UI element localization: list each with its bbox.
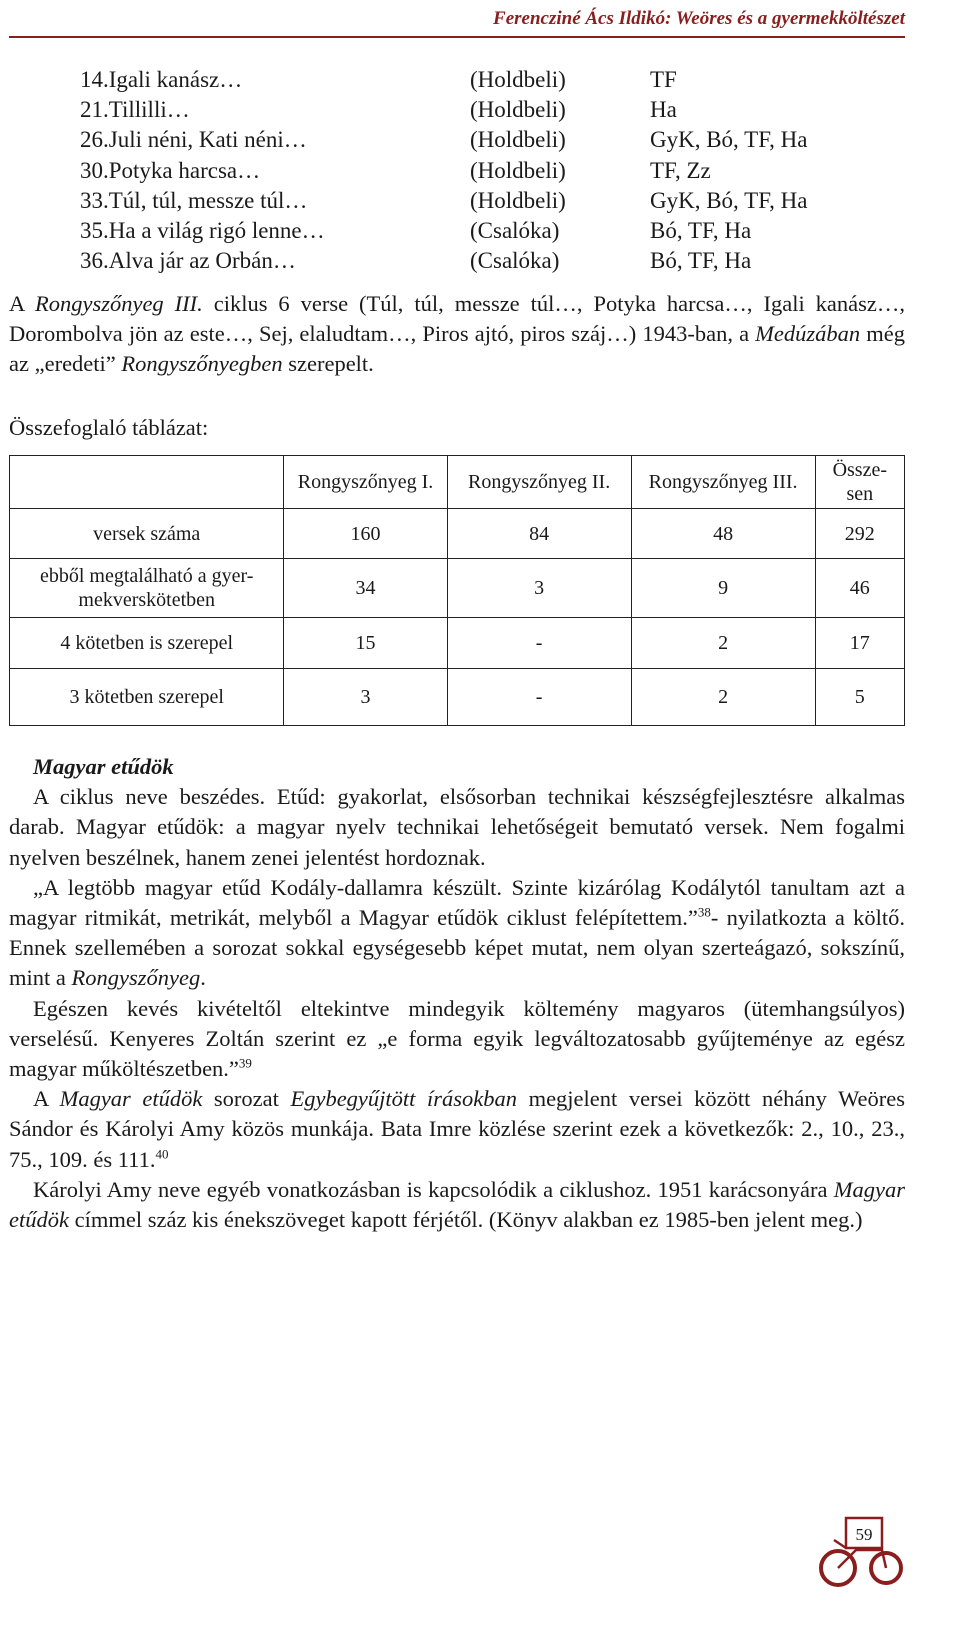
quote-text: „A legtöbb magyar etűd Kodály-dallamra készült. Szinte kizárólag Kodálytól tanultam azt a magyar ritmikát, metrikát, melyből a Magyar etűdök ciklust felépítettem.” xyxy=(9,874,905,931)
table-row xyxy=(10,559,905,618)
intro-paragraph xyxy=(9,289,905,379)
poem-source: (Holdbeli) xyxy=(470,187,566,213)
poem-title: 36.Alva jár az Orbán… xyxy=(80,248,296,274)
poem-source: (Holdbeli) xyxy=(470,157,566,183)
text-run: még az „eredeti” xyxy=(9,321,905,376)
table-cell: 17 xyxy=(815,618,904,669)
table-cell: 15 xyxy=(284,618,447,669)
table-header-cell: Rongyszőnyeg II. xyxy=(447,456,631,509)
summary-table xyxy=(9,455,905,726)
table-cell: versek száma xyxy=(10,509,284,559)
poem-title: 35.Ha a világ rigó lenne… xyxy=(80,217,325,243)
page-number: 59 xyxy=(855,1525,873,1544)
volume-title: Medúzában xyxy=(755,321,861,346)
cycle-title: Magyar etűdök xyxy=(9,1176,905,1233)
table-cell: ebből megtalálható a gyer-mekverskötetben xyxy=(10,559,284,618)
volume-title: Rongyszőnyegben xyxy=(121,351,283,376)
table-header-cell: Rongyszőnyeg I. xyxy=(284,456,447,509)
table-cell: - xyxy=(447,669,631,726)
table-header-row xyxy=(10,456,905,509)
poem-row xyxy=(80,125,900,155)
table-cell: 4 kötetben is szerepel xyxy=(10,618,284,669)
poem-title: 14.Igali kanász… xyxy=(80,67,243,92)
poem-source: (Holdbeli) xyxy=(470,67,566,92)
table-cell: 9 xyxy=(631,559,815,618)
text-run: szerepelt. xyxy=(282,351,374,376)
page-number-badge xyxy=(816,1510,906,1590)
table-header-cell: Rongyszőnyeg III. xyxy=(631,456,815,509)
poem-source: (Csalóka) xyxy=(470,248,560,274)
table-cell: 84 xyxy=(447,509,631,559)
table-cell: 46 xyxy=(815,559,904,618)
volume-title: Egybegyűjtött írásokban xyxy=(290,1086,517,1112)
footnote-marker: 39 xyxy=(238,1055,252,1071)
paragraph xyxy=(9,1084,905,1175)
table-cell: 2 xyxy=(631,669,815,726)
text-run: Károlyi Amy neve egyéb vonatkozásban is kapcsolódik a ciklushoz. 1951 karácsonyára xyxy=(33,1176,834,1202)
table-cell: 3 xyxy=(284,669,447,726)
footnote-marker: 40 xyxy=(155,1146,169,1162)
table-cell: 5 xyxy=(815,669,904,726)
table-cell: 3 kötetben szerepel xyxy=(10,669,284,726)
poem-source: (Csalóka) xyxy=(470,217,560,243)
text-run: ciklus 6 verse (Túl, túl, messze túl…, Potyka harcsa…, Igali kanász…, Dorombolva jön az este…, Sej, elaludtam…, Piros ajtó, piros száj…) 1943-ban, a xyxy=(9,291,905,346)
poem-volumes: TF xyxy=(650,67,677,92)
cycle-title: Rongyszőnyeg xyxy=(71,965,201,991)
table-cell: 48 xyxy=(631,509,815,559)
poem-source: (Holdbeli) xyxy=(470,127,566,153)
poem-row xyxy=(80,186,900,216)
table-cell: 292 xyxy=(815,509,904,559)
poem-title: 26.Juli néni, Kati néni… xyxy=(80,127,307,153)
poem-row xyxy=(80,246,900,276)
text-run: . xyxy=(200,965,206,991)
cycle-title: Rongyszőnyeg III. xyxy=(34,291,203,316)
poem-title: 30.Potyka harcsa… xyxy=(80,157,261,183)
poem-row xyxy=(80,156,900,186)
table-cell: 34 xyxy=(284,559,447,618)
paragraph: A ciklus neve beszédes. Etűd: gyakorlat, elsősorban technikai készségfejlesztésre alkalmas darab. Magyar etűdök: a magyar nyelv technikai lehetőségeit bemutató versek. Nem fogalmi nyelven beszélnek, hanem zenei jelentést hordoznak. xyxy=(9,784,905,870)
text-run: A xyxy=(33,1086,60,1112)
bicycle-icon xyxy=(816,1510,906,1590)
poem-row xyxy=(80,95,900,125)
poem-volumes: Ha xyxy=(650,97,677,123)
table-cell: 160 xyxy=(284,509,447,559)
header-rule xyxy=(9,36,905,38)
poem-row xyxy=(80,216,900,246)
poem-volumes: Bó, TF, Ha xyxy=(650,217,752,243)
poem-volumes: GyK, Bó, TF, Ha xyxy=(650,127,808,153)
table-header-cell xyxy=(10,456,284,509)
magyar-etudok-section xyxy=(9,752,905,1235)
table-row xyxy=(10,509,905,559)
table-cell: 3 xyxy=(447,559,631,618)
text-run: megjelent versei között néhány Weöres Sándor és Károlyi Amy közös munkája. Bata Imre közlése szerint ezek a következők: 2., 10., 23., 75., 109. és 111. xyxy=(9,1086,905,1172)
poem-volumes: Bó, TF, Ha xyxy=(650,248,752,274)
table-header-cell: Össze-sen xyxy=(815,456,904,509)
footnote-marker: 38 xyxy=(697,904,711,920)
text-run: sorozat xyxy=(202,1086,291,1112)
poem-source: (Holdbeli) xyxy=(470,97,566,123)
poem-list xyxy=(80,65,900,276)
table-row xyxy=(10,669,905,726)
paragraph xyxy=(9,994,905,1085)
running-title: Ferencziné Ács Ildikó: Weöres és a gyermekköltészet xyxy=(493,8,905,29)
paragraph xyxy=(9,1175,905,1235)
poem-title: 21.Tillilli… xyxy=(80,97,190,123)
poem-row xyxy=(80,65,900,95)
paragraph xyxy=(9,873,905,994)
text-run: címmel száz kis énekszöveget kapott férjétől. (Könyv alakban ez 1985-ben jelent meg.) xyxy=(68,1207,863,1233)
cycle-title: Magyar etűdök xyxy=(59,1086,203,1112)
text-run: Egészen kevés kivételtől eltekintve mindegyik költemény magyaros (ütemhangsúlyos) verselésű. Kenyeres Zoltán szerint ez „e forma egyik legváltozatosabb gyűjteménye az egész magyar műköltészetben.” xyxy=(9,995,905,1082)
section-heading: Magyar etűdök xyxy=(33,754,174,779)
page-header xyxy=(0,0,960,40)
poem-volumes: GyK, Bó, TF, Ha xyxy=(650,187,808,213)
table-cell: - xyxy=(447,618,631,669)
poem-title: 33.Túl, túl, messze túl… xyxy=(80,187,308,213)
table-row xyxy=(10,618,905,669)
summary-label: Összefoglaló táblázat: xyxy=(9,415,209,440)
poem-volumes: TF, Zz xyxy=(650,157,711,183)
table-cell: 2 xyxy=(631,618,815,669)
text-run: A xyxy=(9,291,35,316)
text-run: - nyilatkozta a költő. Ennek szellemében a sorozat sokkal egységesebb képet mutat, nem olyan szerteágazó, sokszínű, mint a xyxy=(9,905,905,991)
